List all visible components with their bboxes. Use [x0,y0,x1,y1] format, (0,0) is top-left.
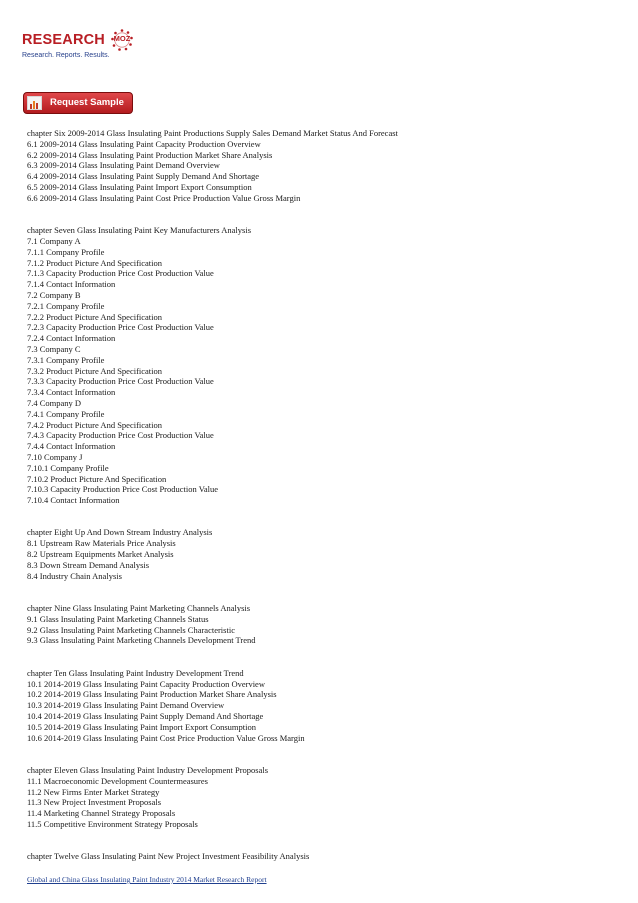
moz-badge-icon [111,29,133,51]
toc-entry: 7.1.2 Product Picture And Specification [27,257,163,268]
toc-spacer [27,841,617,852]
toc-spacer [27,592,617,603]
toc-chapter-heading: chapter Eleven Glass Insulating Paint Industry Development Proposals [27,765,269,776]
toc-spacer [27,506,617,517]
toc-entry: 7.4.4 Contact Information [27,441,116,452]
toc-entry: 7.10.3 Capacity Production Price Cost Production Value [27,484,219,495]
toc-chapter-heading: chapter Twelve Glass Insulating Paint New Project Investment Feasibility Analysis [27,851,310,862]
toc-entry: 10.1 2014-2019 Glass Insulating Paint Capacity Production Overview [27,678,265,689]
toc-entry: 7.3 Company C [27,343,81,354]
toc-entry: 6.1 2009-2014 Glass Insulating Paint Capacity Production Overview [27,138,261,149]
toc-chapter-heading: chapter Eight Up And Down Stream Industry Analysis [27,527,213,538]
toc-spacer [27,204,617,215]
toc-spacer [27,754,617,765]
toc-entry: 10.2 2014-2019 Glass Insulating Paint Production Market Share Analysis [27,689,277,700]
toc-entry: 6.2 2009-2014 Glass Insulating Paint Production Market Share Analysis [27,149,273,160]
toc-entry: 10.6 2014-2019 Glass Insulating Paint Cost Price Production Value Gross Margin [27,732,305,743]
table-of-contents [27,128,617,862]
toc-entry: 8.4 Industry Chain Analysis [27,570,122,581]
logo-moz-text: MOZ [113,34,131,43]
toc-entry: 7.4.3 Capacity Production Price Cost Production Value [27,430,214,441]
toc-spacer [27,214,617,225]
logo-tagline: Research. Reports. Results. [22,52,110,59]
toc-entry: 11.1 Macroeconomic Development Countermeasures [27,775,208,786]
toc-entry: 7.3.1 Company Profile [27,354,105,365]
toc-entry: 10.5 2014-2019 Glass Insulating Paint Import Export Consumption [27,721,257,732]
toc-chapter-heading: chapter Six 2009-2014 Glass Insulating Paint Productions Supply Sales Demand Market Status And Forecast [27,128,398,138]
toc-entry: 6.3 2009-2014 Glass Insulating Paint Demand Overview [27,160,220,171]
toc-entry: 7.3.4 Contact Information [27,387,116,398]
toc-spacer [27,743,617,754]
toc-entry: 7.1.1 Company Profile [27,246,105,257]
footer-report-title[interactable]: Global and China Glass Insulating Paint Industry 2014 Market Research Report [27,875,267,884]
toc-entry: 11.4 Marketing Channel Strategy Proposals [27,808,176,819]
toc-chapter-heading: chapter Nine Glass Insulating Paint Marketing Channels Analysis [27,603,251,614]
toc-entry: 9.1 Glass Insulating Paint Marketing Channels Status [27,613,209,624]
toc-entry: 6.6 2009-2014 Glass Insulating Paint Cost Price Production Value Gross Margin [27,192,301,203]
document-icon [27,96,42,110]
request-sample-button[interactable] [23,92,133,114]
toc-entry: 7.10.2 Product Picture And Specification [27,473,167,484]
toc-spacer [27,830,617,841]
toc-entry: 6.5 2009-2014 Glass Insulating Paint Import Export Consumption [27,181,252,192]
toc-entry: 7.4.2 Product Picture And Specification [27,419,163,430]
toc-entry: 7.4.1 Company Profile [27,408,105,419]
toc-entry: 7.3.3 Capacity Production Price Cost Production Value [27,376,214,387]
toc-spacer [27,517,617,528]
toc-spacer [27,657,617,668]
toc-entry: 10.4 2014-2019 Glass Insulating Paint Supply Demand And Shortage [27,711,264,722]
toc-entry: 7.1.4 Contact Information [27,279,116,290]
toc-entry: 7.1.3 Capacity Production Price Cost Production Value [27,268,214,279]
toc-entry: 7.4 Company D [27,397,82,408]
toc-entry: 7.1 Company A [27,235,81,246]
toc-entry: 9.3 Glass Insulating Paint Marketing Channels Development Trend [27,635,256,646]
toc-entry: 7.3.2 Product Picture And Specification [27,365,163,376]
toc-entry: 11.3 New Project Investment Proposals [27,797,162,808]
toc-spacer [27,646,617,657]
toc-entry: 8.3 Down Stream Demand Analysis [27,559,150,570]
toc-entry: 7.10 Company J [27,451,83,462]
toc-chapter-heading: chapter Ten Glass Insulating Paint Industry Development Trend [27,667,244,678]
toc-entry: 11.2 New Firms Enter Market Strategy [27,786,160,797]
toc-entry: 10.3 2014-2019 Glass Insulating Paint Demand Overview [27,700,225,711]
toc-entry: 7.10.4 Contact Information [27,495,120,506]
toc-entry: 6.4 2009-2014 Glass Insulating Paint Supply Demand And Shortage [27,171,260,182]
toc-spacer [27,581,617,592]
toc-entry: 7.2.3 Capacity Production Price Cost Production Value [27,322,214,333]
toc-entry: 8.1 Upstream Raw Materials Price Analysis [27,538,176,549]
toc-entry: 11.5 Competitive Environment Strategy Proposals [27,819,198,829]
request-sample-label: Request Sample [50,97,124,108]
toc-entry: 7.2 Company B [27,289,81,300]
toc-chapter-heading: chapter Seven Glass Insulating Paint Key Manufacturers Analysis [27,225,252,236]
toc-entry: 7.2.2 Product Picture And Specification [27,311,163,322]
toc-entry: 8.2 Upstream Equipments Market Analysis [27,549,174,560]
toc-entry: 7.10.1 Company Profile [27,462,109,473]
researchmoz-logo[interactable] [22,32,142,68]
toc-entry: 9.2 Glass Insulating Paint Marketing Channels Characteristic [27,624,235,635]
logo-wordmark: RESEARCH [22,32,105,48]
toc-entry: 7.2.1 Company Profile [27,300,105,311]
toc-entry: 7.2.4 Contact Information [27,333,116,344]
